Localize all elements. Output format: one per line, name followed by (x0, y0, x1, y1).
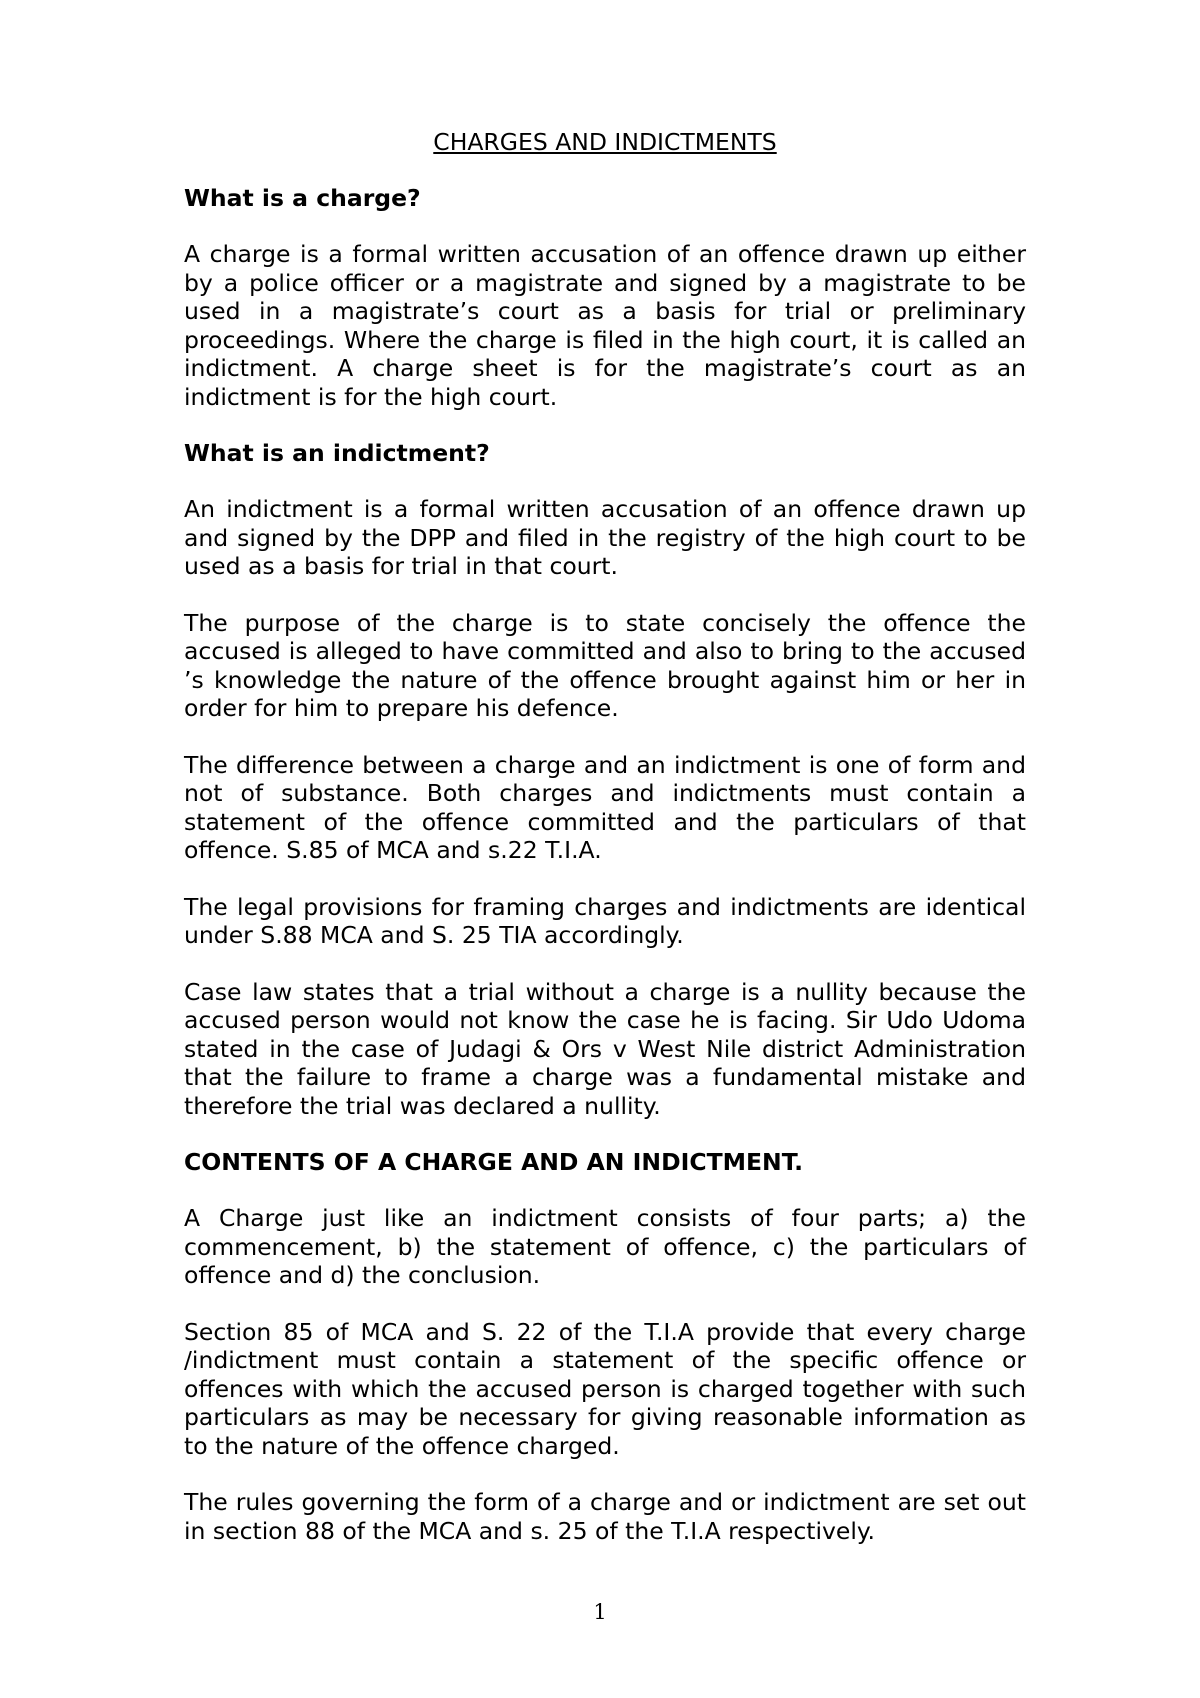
paragraph-charge-definition: A charge is a formal written accusation of an offence drawn up either by a police officer or a magistrate and signed by a magistrate to be used in a magistrate’s court as a basis for trial or preliminary proceedings. Where the charge is filed in the high court, it is called an indictment. A charge sheet is for the magistrate’s court as an indictment is for the high court. (184, 240, 1026, 411)
paragraph-indictment-definition: An indictment is a formal written accusation of an offence drawn up and signed by the DPP and filed in the registry of the high court to be used as a basis for trial in that court. (184, 495, 1026, 580)
page-number: 1 (593, 1600, 607, 1624)
spacer (184, 1290, 1026, 1318)
spacer (184, 581, 1026, 609)
spacer (184, 1120, 1026, 1148)
spacer (184, 411, 1026, 439)
spacer (184, 950, 1026, 978)
paragraph-rules-governing-form: The rules governing the form of a charge and or indictment are set out in section 88 of the MCA and s. 25 of the T.I.A respectively. (184, 1488, 1026, 1545)
section-heading-what-is-a-charge: What is a charge? (184, 184, 421, 212)
spacer (184, 467, 1026, 495)
spacer (184, 723, 1026, 751)
paragraph-difference: The difference between a charge and an indictment is one of form and not of substance. Both charges and indictments must contain a statement of the offence committed and the particulars of that offence. S.85 of MCA and s.22 T.I.A. (184, 750, 1026, 864)
spacer (184, 1176, 1026, 1204)
document-page (184, 128, 1026, 1545)
paragraph-section-85: Section 85 of MCA and S. 22 of the T.I.A provide that every charge /indictment must contain a statement of the specific offence or offences with which the accused person is charged together with such particulars as may be necessary for giving reasonable information as to the nature of the offence charged. (184, 1317, 1026, 1460)
paragraph-purpose-of-charge: The purpose of the charge is to state concisely the offence the accused is alleged to have committed and also to bring to the accused ’s knowledge the nature of the offence brought against him or her in order for him to prepare his defence. (184, 608, 1026, 722)
paragraph-case-law: Case law states that a trial without a charge is a nullity because the accused person would not know the case he is facing. Sir Udo Udoma stated in the case of Judagi & Ors v West Nile district Administration that the failure to frame a charge was a fundamental mistake and therefore the trial was declared a nullity. (184, 977, 1026, 1120)
paragraph-four-parts: A Charge just like an indictment consists of four parts; a) the commencement, b) the statement of offence, c) the particulars of offence and d) the conclusion. (184, 1204, 1026, 1289)
spacer (184, 1460, 1026, 1488)
spacer (184, 865, 1026, 893)
spacer (184, 212, 1026, 240)
section-heading-contents: CONTENTS OF A CHARGE AND AN INDICTMENT. (184, 1148, 804, 1176)
paragraph-legal-provisions: The legal provisions for framing charges and indictments are identical under S.88 MCA and S. 25 TIA accordingly. (184, 892, 1026, 949)
spacer (184, 156, 1026, 184)
document-title: CHARGES AND INDICTMENTS (433, 128, 777, 156)
section-heading-what-is-an-indictment: What is an indictment? (184, 439, 490, 467)
